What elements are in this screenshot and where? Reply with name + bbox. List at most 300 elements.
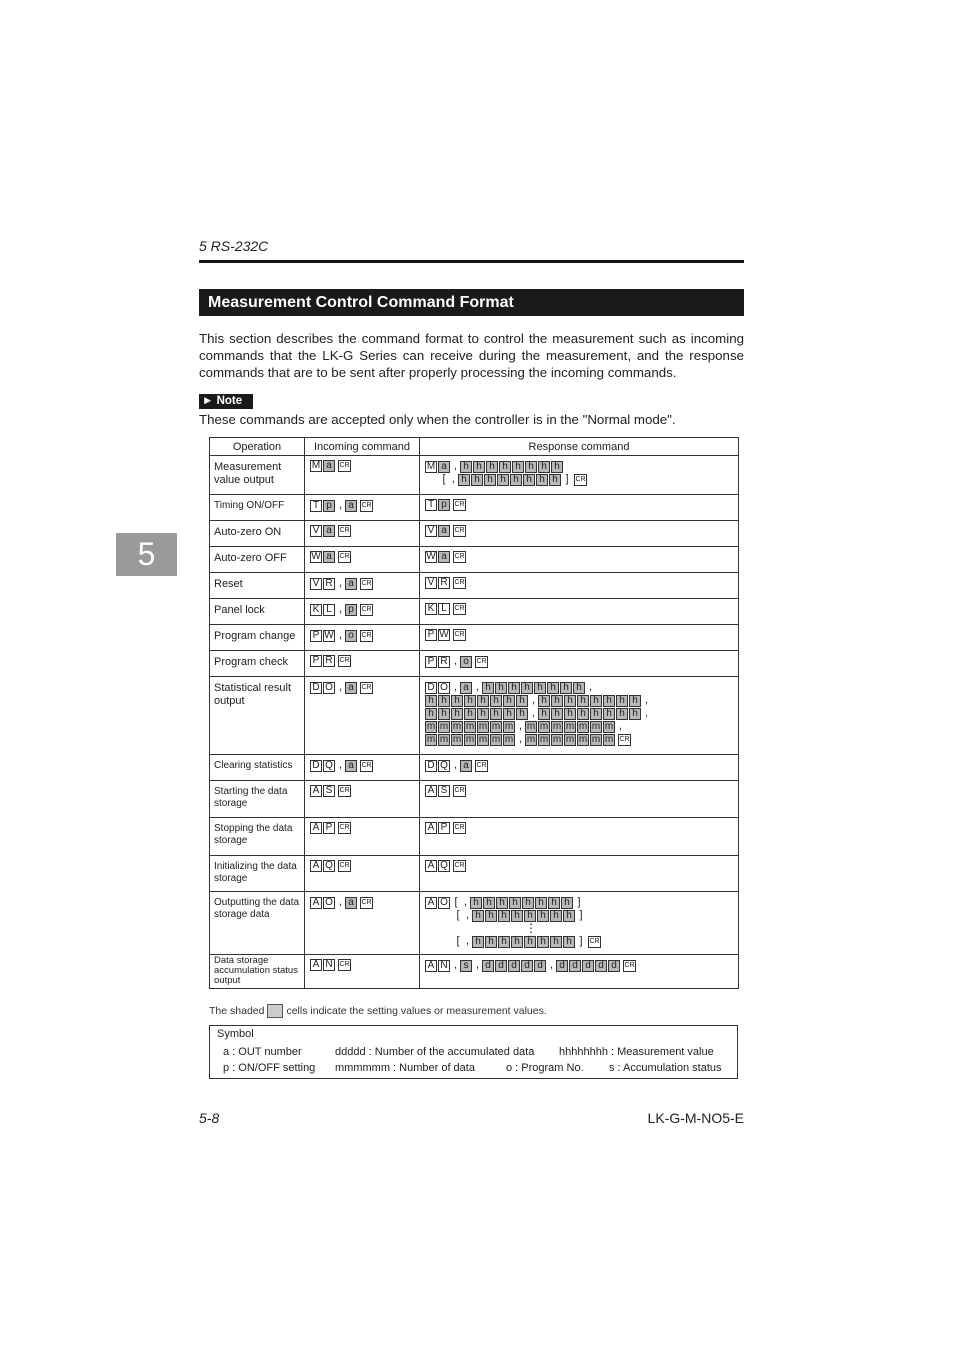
- shaded-value-cell: a: [323, 525, 335, 537]
- intro-paragraph: This section describes the command format to control the measurement such as incoming commands that the LK-G Series can receive during the measurement, and the response commands that are to be sent after properly processing the incoming commands.: [199, 331, 744, 380]
- table-row: [210, 625, 739, 651]
- symbol-legend: [209, 1025, 738, 1079]
- comma-separator: ,: [618, 720, 623, 732]
- vertical-ellipsis: ⋮: [525, 921, 537, 935]
- page-title: Measurement Control Command Format: [199, 289, 744, 316]
- shaded-value-cell: h: [511, 910, 523, 922]
- shaded-value-cell: h: [497, 474, 509, 486]
- carriage-return-cell: CR: [338, 551, 351, 563]
- shaded-value-cell: m: [526, 733, 536, 745]
- shaded-value-cell: s: [460, 960, 472, 972]
- carriage-return-cell: CR: [360, 578, 373, 590]
- command-char-cell: P: [310, 630, 322, 642]
- shaded-value-cell: a: [323, 460, 335, 472]
- operation-cell: Statistical result output: [210, 677, 305, 755]
- response-command-cell: [420, 856, 739, 892]
- table-row: [210, 755, 739, 781]
- carriage-return-cell: CR: [453, 629, 466, 641]
- comma-separator: ,: [518, 733, 523, 745]
- response-command-cell: [420, 573, 739, 599]
- command-line: [310, 551, 419, 564]
- shaded-value-cell: h: [503, 708, 515, 720]
- command-char-cell: M: [311, 460, 321, 472]
- operation-cell: Data storage accumulation status output: [210, 955, 305, 989]
- command-line: [310, 822, 419, 835]
- response-line: [425, 629, 738, 642]
- response-line: [425, 473, 738, 486]
- shaded-value-cell: h: [560, 682, 572, 694]
- operation-cell: Measurement value output: [210, 456, 305, 495]
- command-char-cell: W: [426, 551, 436, 563]
- comma-separator: ,: [453, 959, 458, 971]
- comma-separator: ,: [465, 935, 470, 947]
- shaded-value-cell: h: [472, 936, 484, 948]
- shaded-value-cell: h: [524, 936, 536, 948]
- shaded-value-cell: m: [539, 720, 549, 732]
- comma-separator: ,: [338, 681, 343, 693]
- shaded-value-cell: m: [491, 720, 501, 732]
- comma-separator: ,: [644, 694, 649, 706]
- command-line: [310, 785, 419, 798]
- response-line: [425, 922, 738, 935]
- command-char-cell: P: [425, 629, 437, 641]
- shaded-value-cell: m: [478, 733, 488, 745]
- symbol-item: a : OUT number: [223, 1046, 302, 1058]
- shaded-value-cell: m: [604, 720, 614, 732]
- shaded-value-cell: p: [323, 500, 335, 512]
- shaded-value-cell: m: [591, 733, 601, 745]
- symbol-title: Symbol: [217, 1028, 254, 1040]
- bracket: [: [442, 473, 446, 485]
- shaded-value-cell: h: [425, 695, 437, 707]
- table-row: [210, 599, 739, 625]
- command-line: [310, 603, 419, 616]
- carriage-return-cell: CR: [360, 630, 373, 642]
- table-row: [210, 856, 739, 892]
- command-char-cell: R: [438, 577, 450, 589]
- command-char-cell: A: [310, 860, 322, 872]
- comma-separator: ,: [463, 896, 468, 908]
- command-char-cell: P: [425, 656, 437, 668]
- response-line: [425, 896, 738, 909]
- shaded-value-cell: d: [495, 960, 507, 972]
- shaded-value-cell: a: [345, 760, 357, 772]
- shaded-value-cell: h: [629, 708, 641, 720]
- shaded-value-cell: h: [550, 910, 562, 922]
- symbol-item: p : ON/OFF setting: [223, 1062, 316, 1074]
- operation-cell: Timing ON/OFF: [210, 495, 305, 521]
- command-line: [310, 959, 419, 972]
- header-rule: [199, 260, 744, 263]
- command-char-cell: A: [310, 822, 322, 834]
- caption-text-after: cells indicate the setting values or measurement values.: [286, 1004, 547, 1017]
- response-command-cell: [420, 755, 739, 781]
- shaded-value-cell: a: [438, 525, 450, 537]
- bracket: ]: [565, 473, 569, 485]
- incoming-command-cell: [305, 521, 420, 547]
- bracket: ]: [579, 935, 583, 947]
- carriage-return-cell: CR: [618, 734, 631, 746]
- command-char-cell: D: [310, 760, 322, 772]
- shaded-value-cell: h: [473, 461, 485, 473]
- response-command-cell: [420, 651, 739, 677]
- response-command-cell: [420, 521, 739, 547]
- carriage-return-cell: CR: [623, 960, 636, 972]
- shaded-value-cell: h: [537, 936, 549, 948]
- shaded-value-cell: h: [590, 695, 602, 707]
- command-char-cell: L: [323, 604, 335, 616]
- shaded-value-cell: h: [524, 910, 536, 922]
- shaded-value-cell: a: [345, 897, 357, 909]
- command-char-cell: K: [425, 603, 437, 615]
- command-char-cell: W: [311, 551, 321, 563]
- bracket: ]: [579, 909, 583, 921]
- carriage-return-cell: CR: [453, 603, 466, 615]
- response-command-cell: [420, 456, 739, 495]
- shaded-value-cell: h: [629, 695, 641, 707]
- shaded-value-cell: m: [504, 720, 514, 732]
- shaded-value-cell: d: [482, 960, 494, 972]
- carriage-return-cell: CR: [475, 656, 488, 668]
- comma-separator: ,: [518, 720, 523, 732]
- symbol-item: hhhhhhhh : Measurement value: [559, 1046, 714, 1058]
- command-char-cell: D: [425, 682, 437, 694]
- shaded-value-cell: h: [577, 695, 589, 707]
- response-command-cell: [420, 495, 739, 521]
- shaded-value-cell: h: [508, 682, 520, 694]
- carriage-return-cell: CR: [574, 474, 587, 486]
- comma-separator: ,: [338, 629, 343, 641]
- response-line: [425, 785, 738, 798]
- command-line: [310, 896, 419, 909]
- shaded-value-cell: a: [345, 682, 357, 694]
- comma-separator: ,: [453, 460, 458, 472]
- shaded-value-cell: a: [323, 551, 335, 563]
- command-table: [209, 437, 739, 989]
- incoming-command-cell: [305, 495, 420, 521]
- shaded-value-cell: h: [485, 936, 497, 948]
- shaded-value-cell: d: [556, 960, 568, 972]
- comma-separator: ,: [338, 577, 343, 589]
- incoming-command-cell: [305, 677, 420, 755]
- command-char-cell: A: [425, 822, 437, 834]
- comma-separator: ,: [475, 959, 480, 971]
- comma-separator: ,: [338, 896, 343, 908]
- shaded-value-cell: m: [439, 720, 449, 732]
- table-row: [210, 547, 739, 573]
- shaded-value-cell: m: [426, 733, 436, 745]
- command-char-cell: V: [310, 578, 322, 590]
- response-line: [425, 655, 738, 668]
- shaded-value-cell: h: [498, 910, 510, 922]
- table-row: [210, 495, 739, 521]
- response-line: [425, 720, 738, 733]
- shaded-value-cell: m: [552, 733, 562, 745]
- shaded-value-cell: h: [603, 695, 615, 707]
- comma-separator: ,: [531, 707, 536, 719]
- response-command-cell: [420, 818, 739, 856]
- response-command-cell: [420, 892, 739, 955]
- command-char-cell: P: [310, 655, 322, 667]
- command-char-cell: A: [425, 785, 437, 797]
- shaded-value-cell: h: [551, 695, 563, 707]
- response-line: [425, 551, 738, 564]
- shaded-value-cell: m: [439, 733, 449, 745]
- shaded-value-cell: d: [608, 960, 620, 972]
- carriage-return-cell: CR: [453, 551, 466, 563]
- command-line: [310, 629, 419, 642]
- carriage-return-cell: CR: [338, 785, 351, 797]
- response-line: [425, 694, 738, 707]
- shaded-value-cell: o: [345, 630, 357, 642]
- shaded-value-cell: h: [512, 461, 524, 473]
- shaded-value-cell: h: [537, 910, 549, 922]
- operation-cell: Stopping the data storage: [210, 818, 305, 856]
- table-row: [210, 892, 739, 955]
- response-line: [425, 525, 738, 538]
- table-row: [210, 955, 739, 989]
- incoming-command-cell: [305, 818, 420, 856]
- shaded-value-cell: a: [460, 760, 472, 772]
- shaded-value-cell: m: [504, 733, 514, 745]
- comma-separator: ,: [531, 694, 536, 706]
- command-char-cell: L: [438, 603, 450, 615]
- incoming-command-cell: [305, 651, 420, 677]
- comma-separator: ,: [549, 959, 554, 971]
- shaded-value-cell: h: [486, 461, 498, 473]
- command-char-cell: A: [425, 960, 437, 972]
- shaded-value-cell: h: [616, 708, 628, 720]
- command-char-cell: Q: [438, 860, 450, 872]
- shaded-value-cell: a: [460, 682, 472, 694]
- shaded-value-cell: h: [503, 695, 515, 707]
- shaded-value-cell: h: [472, 910, 484, 922]
- shaded-value-cell: m: [465, 733, 475, 745]
- response-line: [425, 681, 738, 694]
- carriage-return-cell: CR: [338, 822, 351, 834]
- carriage-return-cell: CR: [453, 785, 466, 797]
- shaded-value-cell: h: [516, 695, 528, 707]
- shaded-value-cell: m: [426, 720, 436, 732]
- carriage-return-cell: CR: [360, 897, 373, 909]
- response-line: [425, 577, 738, 590]
- shaded-value-cell: m: [565, 733, 575, 745]
- comma-separator: ,: [453, 759, 458, 771]
- incoming-command-cell: [305, 547, 420, 573]
- carriage-return-cell: CR: [360, 500, 373, 512]
- operation-cell: Program check: [210, 651, 305, 677]
- shaded-value-cell: a: [438, 551, 450, 563]
- shaded-value-cell: h: [495, 682, 507, 694]
- shaded-value-cell: m: [591, 720, 601, 732]
- note-text: These commands are accepted only when the controller is in the "Normal mode".: [199, 412, 676, 427]
- comma-separator: ,: [465, 909, 470, 921]
- shaded-value-cell: d: [534, 960, 546, 972]
- incoming-command-cell: [305, 781, 420, 818]
- symbol-item: ddddd : Number of the accumulated data: [335, 1046, 535, 1058]
- shaded-value-cell: p: [345, 604, 357, 616]
- shaded-value-cell: m: [539, 733, 549, 745]
- response-line: [425, 959, 738, 972]
- table-header-row: [210, 438, 739, 456]
- shaded-value-cell: h: [477, 695, 489, 707]
- column-header: Response command: [420, 438, 739, 456]
- command-char-cell: V: [425, 525, 437, 537]
- command-char-cell: Q: [323, 760, 335, 772]
- shaded-value-cell: a: [345, 578, 357, 590]
- response-command-cell: [420, 955, 739, 989]
- comma-separator: ,: [338, 499, 343, 511]
- command-char-cell: S: [323, 785, 335, 797]
- shaded-value-cell: h: [564, 695, 576, 707]
- shaded-value-cell: h: [460, 461, 472, 473]
- operation-cell: Clearing statistics: [210, 755, 305, 781]
- response-line: [425, 935, 738, 948]
- response-command-cell: [420, 625, 739, 651]
- shaded-value-cell: h: [551, 461, 563, 473]
- shaded-value-cell: m: [526, 720, 536, 732]
- carriage-return-cell: CR: [453, 525, 466, 537]
- table-row: [210, 521, 739, 547]
- shaded-value-cell: h: [511, 936, 523, 948]
- command-line: [310, 681, 419, 694]
- response-line: [425, 860, 738, 873]
- carriage-return-cell: CR: [338, 460, 351, 472]
- carriage-return-cell: CR: [453, 860, 466, 872]
- shaded-value-cell: h: [547, 682, 559, 694]
- shaded-value-cell: h: [564, 708, 576, 720]
- shaded-value-cell: m: [465, 720, 475, 732]
- command-char-cell: O: [323, 897, 335, 909]
- operation-cell: Reset: [210, 573, 305, 599]
- shaded-value-cell: h: [482, 682, 494, 694]
- carriage-return-cell: CR: [338, 959, 351, 971]
- shaded-value-cell: m: [565, 720, 575, 732]
- shaded-value-cell: h: [483, 897, 495, 909]
- comma-separator: ,: [588, 681, 593, 693]
- shaded-value-cell: h: [523, 474, 535, 486]
- shaded-value-cell: h: [563, 910, 575, 922]
- bracket: [: [456, 909, 460, 921]
- command-line: [310, 655, 419, 668]
- shaded-value-cell: m: [552, 720, 562, 732]
- shaded-value-cell: h: [438, 695, 450, 707]
- shaded-value-cell: h: [464, 708, 476, 720]
- shaded-value-cell: d: [508, 960, 520, 972]
- shaded-value-cell: h: [573, 682, 585, 694]
- command-char-cell: O: [323, 682, 335, 694]
- command-char-cell: O: [438, 897, 450, 909]
- shaded-value-cell: h: [549, 474, 561, 486]
- shaded-value-cell: h: [471, 474, 483, 486]
- command-char-cell: A: [425, 860, 437, 872]
- command-char-cell: D: [425, 760, 437, 772]
- comma-separator: ,: [451, 473, 456, 485]
- incoming-command-cell: [305, 573, 420, 599]
- shaded-value-cell: h: [538, 461, 550, 473]
- response-command-cell: [420, 677, 739, 755]
- command-char-cell: W: [439, 629, 449, 641]
- shaded-value-cell: d: [595, 960, 607, 972]
- shaded-value-cell: p: [438, 499, 450, 511]
- symbol-item: o : Program No.: [506, 1062, 584, 1074]
- symbol-item: s : Accumulation status: [609, 1062, 722, 1074]
- incoming-command-cell: [305, 955, 420, 989]
- response-line: [425, 707, 738, 720]
- shaded-value-cell: m: [491, 733, 501, 745]
- command-char-cell: V: [310, 525, 322, 537]
- shaded-value-cell: h: [577, 708, 589, 720]
- operation-cell: Outputting the data storage data: [210, 892, 305, 955]
- shaded-value-cell: h: [425, 708, 437, 720]
- shaded-value-cell: h: [451, 708, 463, 720]
- shaded-value-cell: h: [616, 695, 628, 707]
- shaded-value-cell: h: [548, 897, 560, 909]
- incoming-command-cell: [305, 755, 420, 781]
- shaded-value-cell: o: [460, 656, 472, 668]
- response-line: [425, 460, 738, 473]
- command-char-cell: R: [323, 578, 335, 590]
- command-char-cell: Q: [323, 860, 335, 872]
- command-line: [310, 759, 419, 772]
- comma-separator: ,: [453, 681, 458, 693]
- carriage-return-cell: CR: [453, 499, 466, 511]
- command-char-cell: P: [438, 822, 450, 834]
- shaded-value-cell: h: [470, 897, 482, 909]
- note-badge: ► Note: [199, 394, 253, 409]
- command-char-cell: P: [323, 822, 335, 834]
- response-line: [425, 822, 738, 835]
- carriage-return-cell: CR: [338, 525, 351, 537]
- operation-cell: Initializing the data storage: [210, 856, 305, 892]
- bracket: [: [454, 896, 458, 908]
- shaded-value-cell: d: [582, 960, 594, 972]
- shaded-value-cell: a: [438, 461, 450, 473]
- shaded-value-cell: h: [538, 708, 550, 720]
- shaded-value-cell: m: [452, 733, 462, 745]
- command-char-cell: M: [426, 460, 436, 472]
- command-char-cell: A: [425, 897, 437, 909]
- shaded-value-cell: h: [551, 708, 563, 720]
- shaded-value-cell: h: [550, 936, 562, 948]
- shaded-value-cell: h: [490, 708, 502, 720]
- shaded-value-cell: m: [578, 720, 588, 732]
- carriage-return-cell: CR: [453, 577, 466, 589]
- page-number: 5-8: [199, 1110, 220, 1126]
- comma-separator: ,: [475, 681, 480, 693]
- shaded-value-cell: h: [538, 695, 550, 707]
- shaded-value-cell: h: [490, 695, 502, 707]
- carriage-return-cell: CR: [360, 760, 373, 772]
- comma-separator: ,: [644, 707, 649, 719]
- command-char-cell: R: [438, 656, 450, 668]
- incoming-command-cell: [305, 856, 420, 892]
- shaded-value-cell: h: [451, 695, 463, 707]
- response-line: [425, 759, 738, 772]
- shaded-value-cell: h: [510, 474, 522, 486]
- carriage-return-cell: CR: [360, 682, 373, 694]
- shading-caption: [209, 1004, 547, 1018]
- table-row: [210, 818, 739, 856]
- response-command-cell: [420, 781, 739, 818]
- command-char-cell: T: [425, 499, 437, 511]
- response-line: [425, 603, 738, 616]
- command-line: [310, 499, 419, 512]
- command-char-cell: S: [438, 785, 450, 797]
- response-command-cell: [420, 599, 739, 625]
- command-char-cell: D: [310, 682, 322, 694]
- shaded-value-cell: d: [569, 960, 581, 972]
